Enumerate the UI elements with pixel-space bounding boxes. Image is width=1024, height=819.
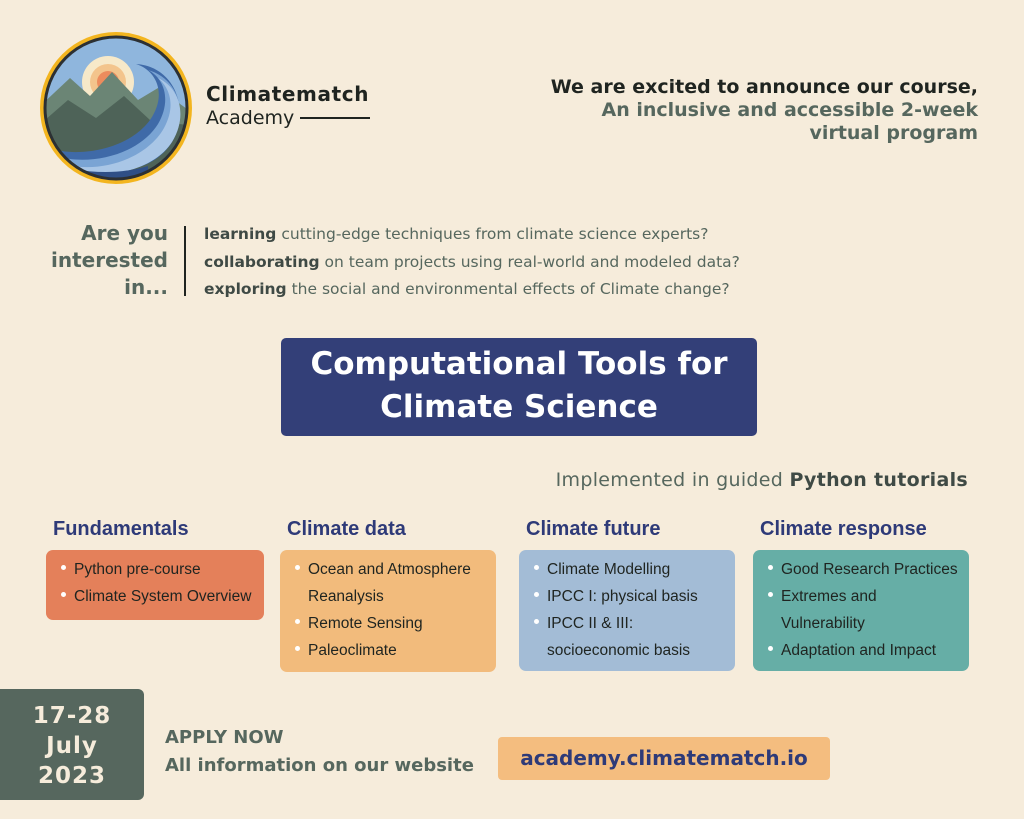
column-climate-future bbox=[519, 518, 735, 671]
list-item: Python pre-course bbox=[58, 556, 258, 583]
interest-item bbox=[204, 221, 740, 249]
apply-text bbox=[165, 724, 474, 780]
column-fundamentals bbox=[46, 518, 264, 620]
announcement-line-1: We are excited to announce our course, bbox=[550, 76, 978, 98]
climatematch-logo-icon bbox=[38, 30, 194, 186]
interest-item bbox=[204, 276, 740, 304]
implemented-bold: Python tutorials bbox=[789, 469, 968, 491]
list-item: Remote Sensing bbox=[292, 610, 490, 637]
date-badge bbox=[0, 689, 144, 800]
column-list bbox=[292, 556, 490, 664]
interest-item bbox=[204, 249, 740, 277]
course-title-line-2: Climate Science bbox=[380, 389, 658, 425]
interest-text: cutting-edge techniques from climate science experts? bbox=[276, 225, 709, 243]
interest-question-line: Are you bbox=[81, 221, 168, 245]
column-box bbox=[280, 550, 496, 672]
column-heading: Fundamentals bbox=[53, 518, 189, 540]
column-list bbox=[58, 556, 258, 610]
brand bbox=[206, 82, 370, 129]
brand-subtitle bbox=[206, 107, 370, 129]
date-line: 2023 bbox=[37, 763, 106, 789]
course-title bbox=[281, 338, 757, 436]
interest-question-line: interested bbox=[51, 248, 168, 272]
interest-text: the social and environmental effects of Climate change? bbox=[286, 280, 730, 298]
column-box bbox=[46, 550, 264, 620]
brand-sub-label: Academy bbox=[206, 107, 295, 129]
website-link[interactable]: academy.climatematch.io bbox=[498, 737, 830, 780]
announcement-line-2: An inclusive and accessible 2-week bbox=[601, 99, 978, 121]
column-box bbox=[519, 550, 735, 671]
brand-name: Climatematch bbox=[206, 82, 370, 106]
course-title-line-1: Computational Tools for bbox=[310, 346, 728, 382]
date-line: 17-28 bbox=[32, 703, 112, 729]
column-list bbox=[765, 556, 963, 664]
column-box bbox=[753, 550, 969, 671]
column-heading: Climate future bbox=[526, 518, 661, 540]
interest-text: on team projects using real-world and modeled data? bbox=[319, 252, 740, 271]
brand-rule bbox=[300, 117, 370, 119]
apply-info-label: All information on our website bbox=[165, 755, 474, 776]
column-heading: Climate data bbox=[287, 518, 406, 540]
implemented-prefix: Implemented in guided bbox=[555, 469, 790, 491]
interest-question bbox=[40, 220, 168, 301]
column-heading: Climate response bbox=[760, 518, 927, 540]
list-item: IPCC I: physical basis bbox=[531, 583, 729, 610]
list-item: Paleoclimate bbox=[292, 637, 490, 664]
interest-keyword: collaborating bbox=[204, 252, 320, 271]
apply-now-label: APPLY NOW bbox=[165, 727, 284, 748]
list-item: Climate System Overview bbox=[58, 583, 258, 610]
list-item: Adaptation and Impact bbox=[765, 637, 963, 664]
date-line: July bbox=[46, 733, 98, 759]
column-climate-response bbox=[753, 518, 969, 671]
list-item: Good Research Practices bbox=[765, 556, 963, 583]
column-climate-data bbox=[280, 518, 496, 672]
interest-list bbox=[204, 221, 740, 304]
list-item: Extremes and Vulnerability bbox=[765, 583, 963, 637]
announcement bbox=[551, 76, 978, 145]
column-list bbox=[531, 556, 729, 664]
list-item: Ocean and Atmosphere Reanalysis bbox=[292, 556, 490, 610]
interest-divider bbox=[184, 226, 186, 296]
announcement-line-3: virtual program bbox=[809, 122, 978, 144]
interest-question-line: in... bbox=[124, 275, 168, 299]
interest-keyword: learning bbox=[204, 225, 277, 243]
implemented-note bbox=[556, 469, 968, 491]
list-item: Climate Modelling bbox=[531, 556, 729, 583]
interest-keyword: exploring bbox=[204, 280, 287, 298]
list-item: IPCC II & III: socioeconomic basis bbox=[531, 610, 729, 664]
